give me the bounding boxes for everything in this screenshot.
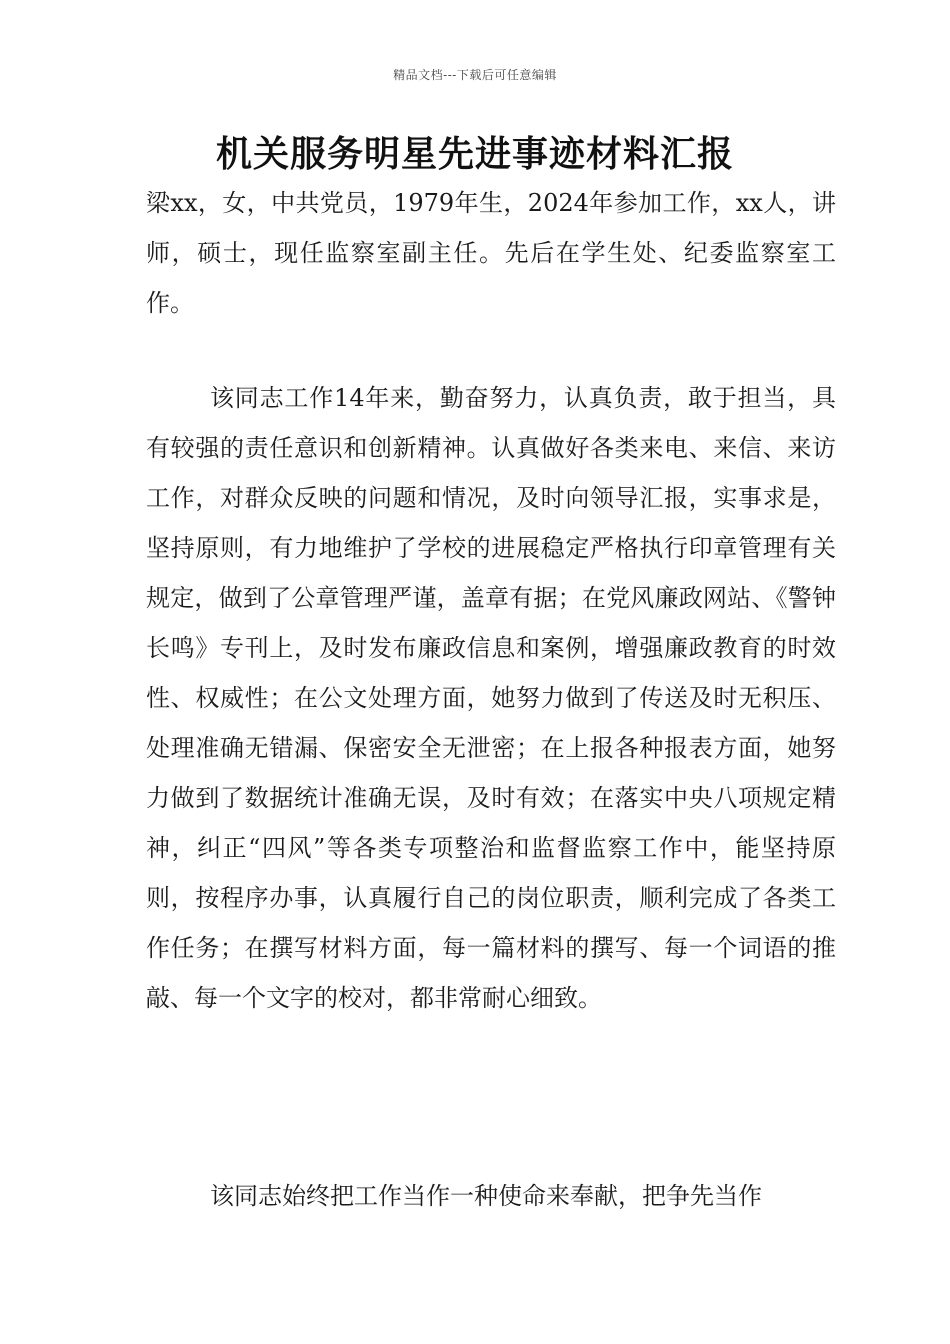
paragraph-work-record [146,373,836,1023]
paragraph-dedication [146,1171,836,1221]
paragraph-text: 该同志工作14年来，勤奋努力，认真负责，敢于担当，具有较强的责任意识和创新精神。认真做好各类来电、来信、来访工作，对群众反映的问题和情况，及时向领导汇报，实事求是，坚持原则，有力地维护了学校的进展稳定严格执行印章管理有关规定，做到了公章管理严谨，盖章有据；在党风廉政网站、《警钟长鸣》专刊上，及时发布廉政信息和案例，增强廉政教育的时效性、权威性；在公文处理方面，她努力做到了传送及时无积压、处理准确无错漏、保密安全无泄密；在上报各种报表方面，她努力做到了数据统计准确无误，及时有效；在落实中央八项规定精神，纠正“四风”等各类专项整治和监督监察工作中，能坚持原则，按程序办事，认真履行自己的岗位职责，顺利完成了各类工作任务；在撰写材料方面，每一篇材料的撰写、每一个词语的推敲、每一个文字的校对，都非常耐心细致。 [146,384,836,1012]
header-note: 精品文档---下载后可任意编辑 [393,68,557,82]
paragraph-text: 梁xx，女，中共党员，1979年生，2024年参加工作，xx人，讲师，硕士，现任监察室副主任。先后在学生处、纪委监察室工作。 [146,189,836,317]
paragraph-text: 该同志始终把工作当作一种使命来奉献，把争先当作 [210,1182,762,1210]
paragraph-intro [146,178,836,328]
document-title: 机关服务明星先进事迹材料汇报 [215,134,734,175]
